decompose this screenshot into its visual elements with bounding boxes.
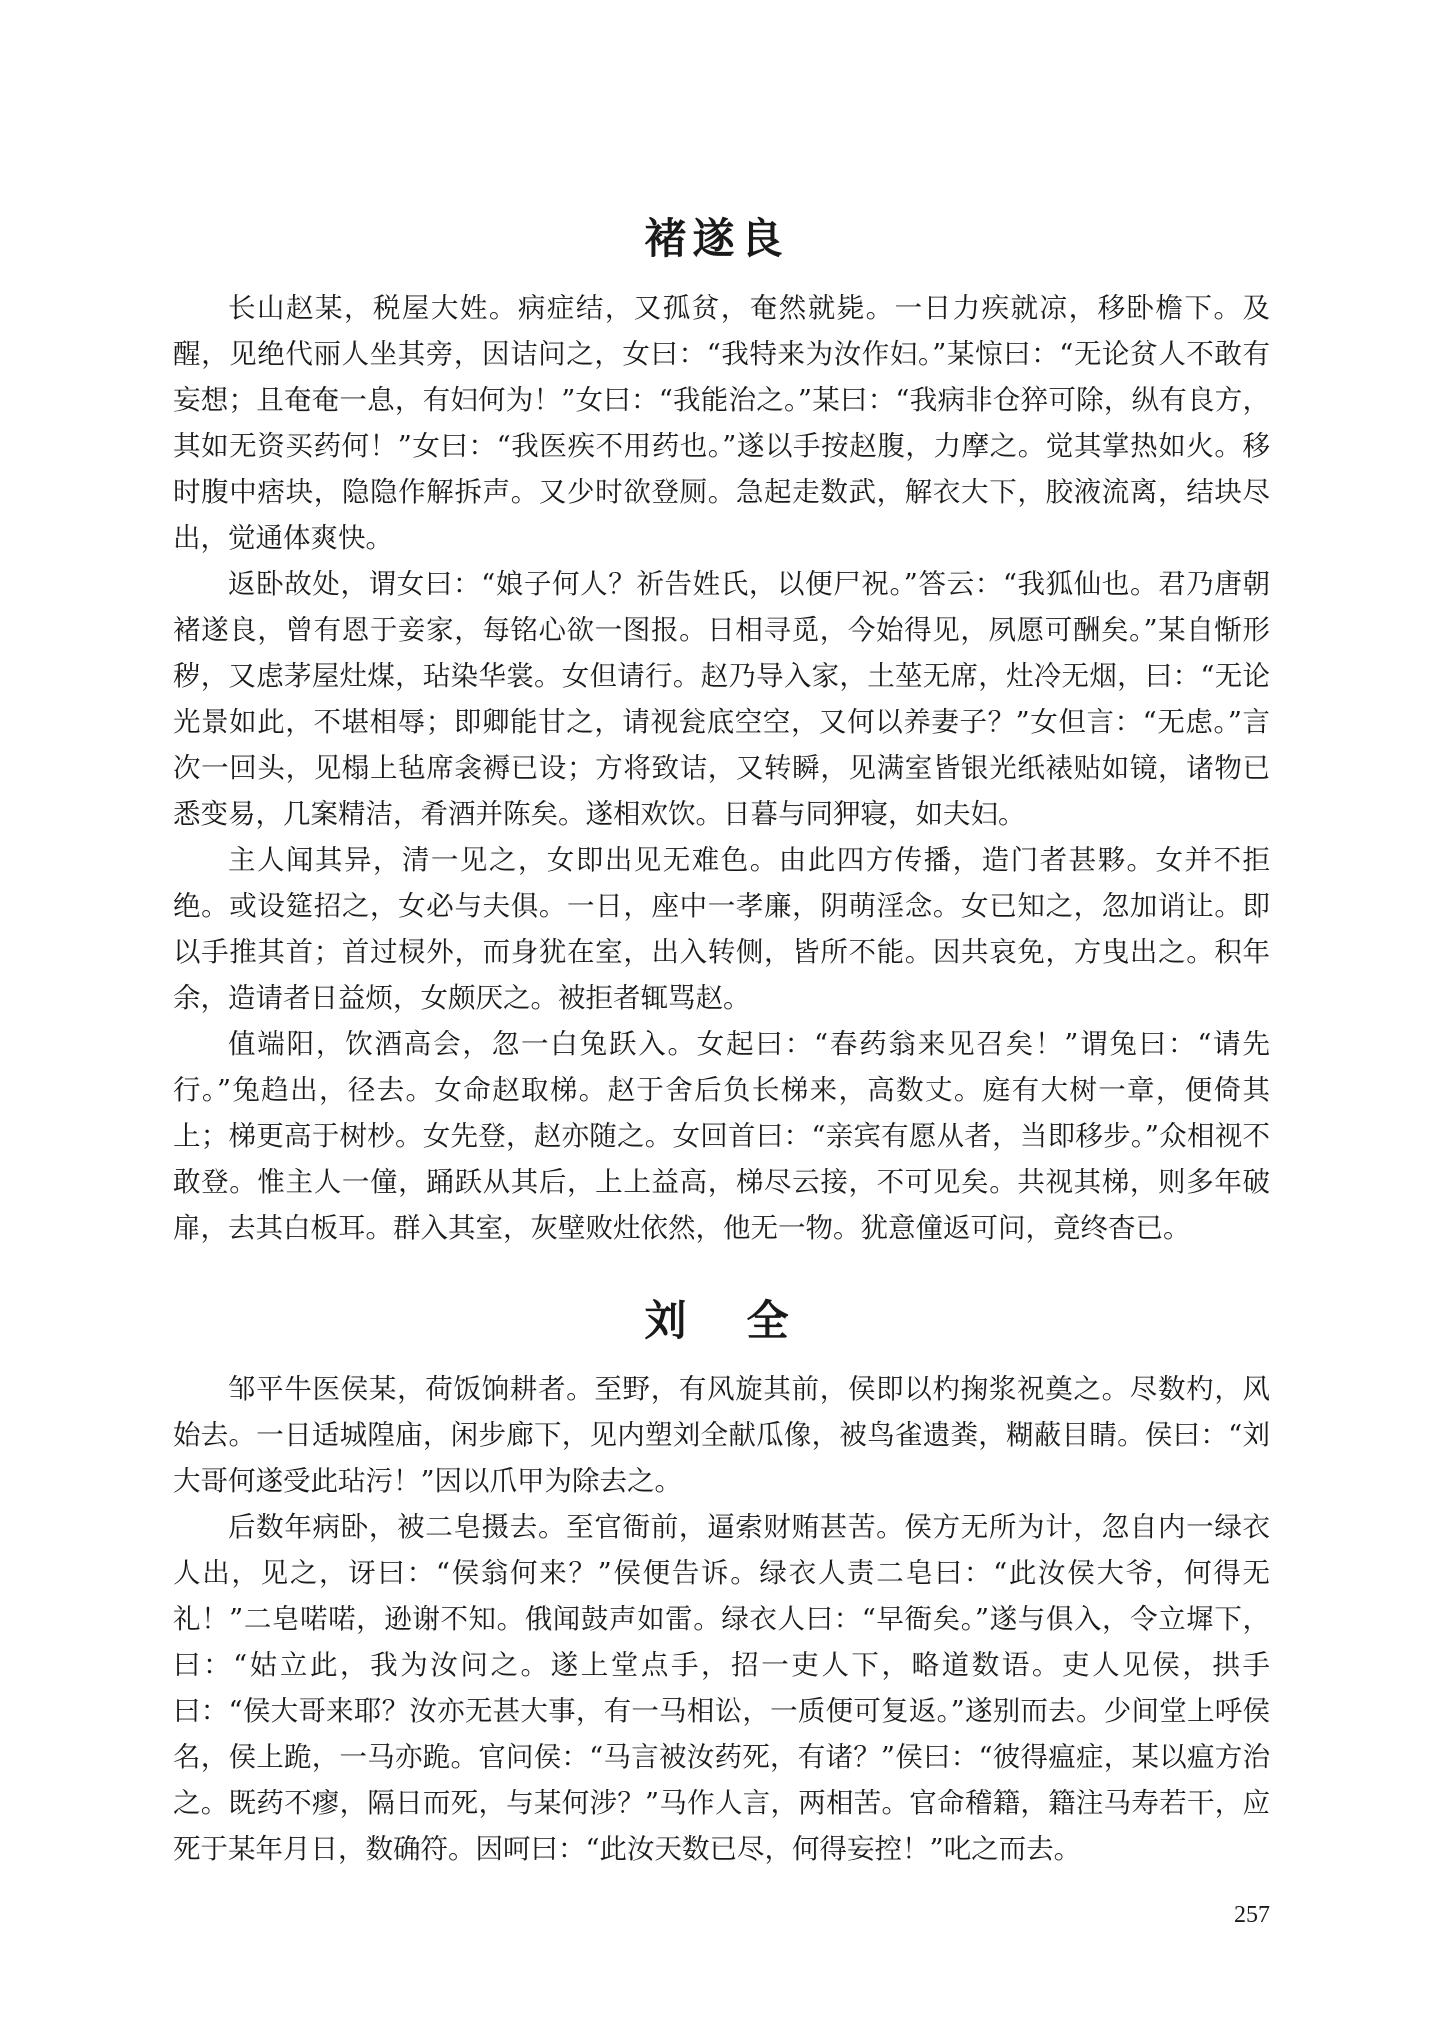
section-liu-quan-body <box>173 1366 1270 1872</box>
paragraph: 返卧故处，谓女曰：“娘子何人？祈告姓氏，以便尸祝。”答云：“我狐仙也。君乃唐朝褚遂良，曾有恩于妾家，每铭心欲一图报。日相寻觅，今始得见，夙愿可酬矣。”某自惭形秽，又虑茅屋灶煤，玷染华裳。女但请行。赵乃导入家，土莝无席，灶冷无烟，曰：“无论光景如此，不堪相辱；即卿能甘之，请视瓮底空空，又何以养妻子？”女但言：“无虑。”言次一回头，见榻上毡席衾褥已设；方将致诘，又转瞬，见满室皆银光纸裱贴如镜，诸物已悉变易，几案精洁，肴酒并陈矣。遂相欢饮。日暮与同狎寝，如夫妇。 <box>173 568 1270 830</box>
paragraph: 邹平牛医侯某，荷饭饷耕者。至野，有风旋其前，侯即以杓掬浆祝奠之。尽数杓，风始去。一日适城隍庙，闲步廊下，见内塑刘全献瓜像，被鸟雀遗粪，糊蔽目睛。侯曰：“刘大哥何遂受此玷污！”因以爪甲为除去之。 <box>173 1373 1270 1497</box>
section-title-liu-quan: 刘全 <box>644 1296 849 1346</box>
section-title-chu-suiliang: 褚遂良 <box>644 214 789 264</box>
paragraph: 长山赵某，税屋大姓。病症结，又孤贫，奄然就毙。一日力疾就凉，移卧檐下。及醒，见绝代丽人坐其旁，因诘问之，女曰：“我特来为汝作妇。”某惊曰：“无论贫人不敢有妄想；且奄奄一息，有妇何为！”女曰：“我能治之。”某曰：“我病非仓猝可除，纵有良方，其如无资买药何！”女曰：“我医疾不用药也。”遂以手按赵腹，力摩之。觉其掌热如火。移时腹中痞块，隐隐作解拆声。又少时欲登厕。急起走数武，解衣大下，胶液流离，结块尽出，觉通体爽快。 <box>173 292 1270 554</box>
paragraph: 后数年病卧，被二皂摄去。至官衙前，逼索财贿甚苦。侯方无所为计，忽自内一绿衣人出，见之，讶曰：“侯翁何来？”侯便告诉。绿衣人责二皂曰：“此汝侯大爷，何得无礼！”二皂喏喏，逊谢不知。俄闻鼓声如雷。绿衣人曰：“早衙矣。”遂与俱入，令立墀下，曰：“姑立此，我为汝问之。遂上堂点手，招一吏人下，略道数语。吏人见侯，拱手曰：“侯大哥来耶？汝亦无甚大事，有一马相讼，一质便可复返。”遂别而去。少间堂上呼侯名，侯上跪，一马亦跪。官问侯：“马言被汝药死，有诸？”侯曰：“彼得瘟症，某以瘟方治之。既药不瘳，隔日而死，与某何涉？”马作人言，两相苦。官命稽籍，籍注马寿若干，应死于某年月日，数确符。因呵曰：“此汝天数已尽，何得妄控！”叱之而去。 <box>173 1511 1270 1865</box>
paragraph: 值端阳，饮酒高会，忽一白兔跃入。女起曰：“春药翁来见召矣！”谓兔曰：“请先行。”兔趋出，径去。女命赵取梯。赵于舍后负长梯来，高数丈。庭有大树一章，便倚其上；梯更高于树杪。女先登，赵亦随之。女回首曰：“亲宾有愿从者，当即移步。”众相视不敢登。惟主人一僮，踊跃从其后，上上益高，梯尽云接，不可见矣。共视其梯，则多年破扉，去其白板耳。群入其室，灰壁败灶依然，他无一物。犹意僮返可问，竟终杳已。 <box>173 1028 1270 1244</box>
paragraph: 主人闻其异，清一见之，女即出见无难色。由此四方传播，造门者甚夥。女并不拒绝。或设筵招之，女必与夫俱。一日，座中一孝廉，阴萌淫念。女已知之，忽加诮让。即以手推其首；首过棂外，而身犹在室，出入转侧，皆所不能。因共哀免，方曳出之。积年余，造请者日益烦，女颇厌之。被拒者辄骂赵。 <box>173 844 1270 1014</box>
section-chu-suiliang-body <box>173 285 1270 1251</box>
page-number: 257 <box>1234 1902 1270 1928</box>
